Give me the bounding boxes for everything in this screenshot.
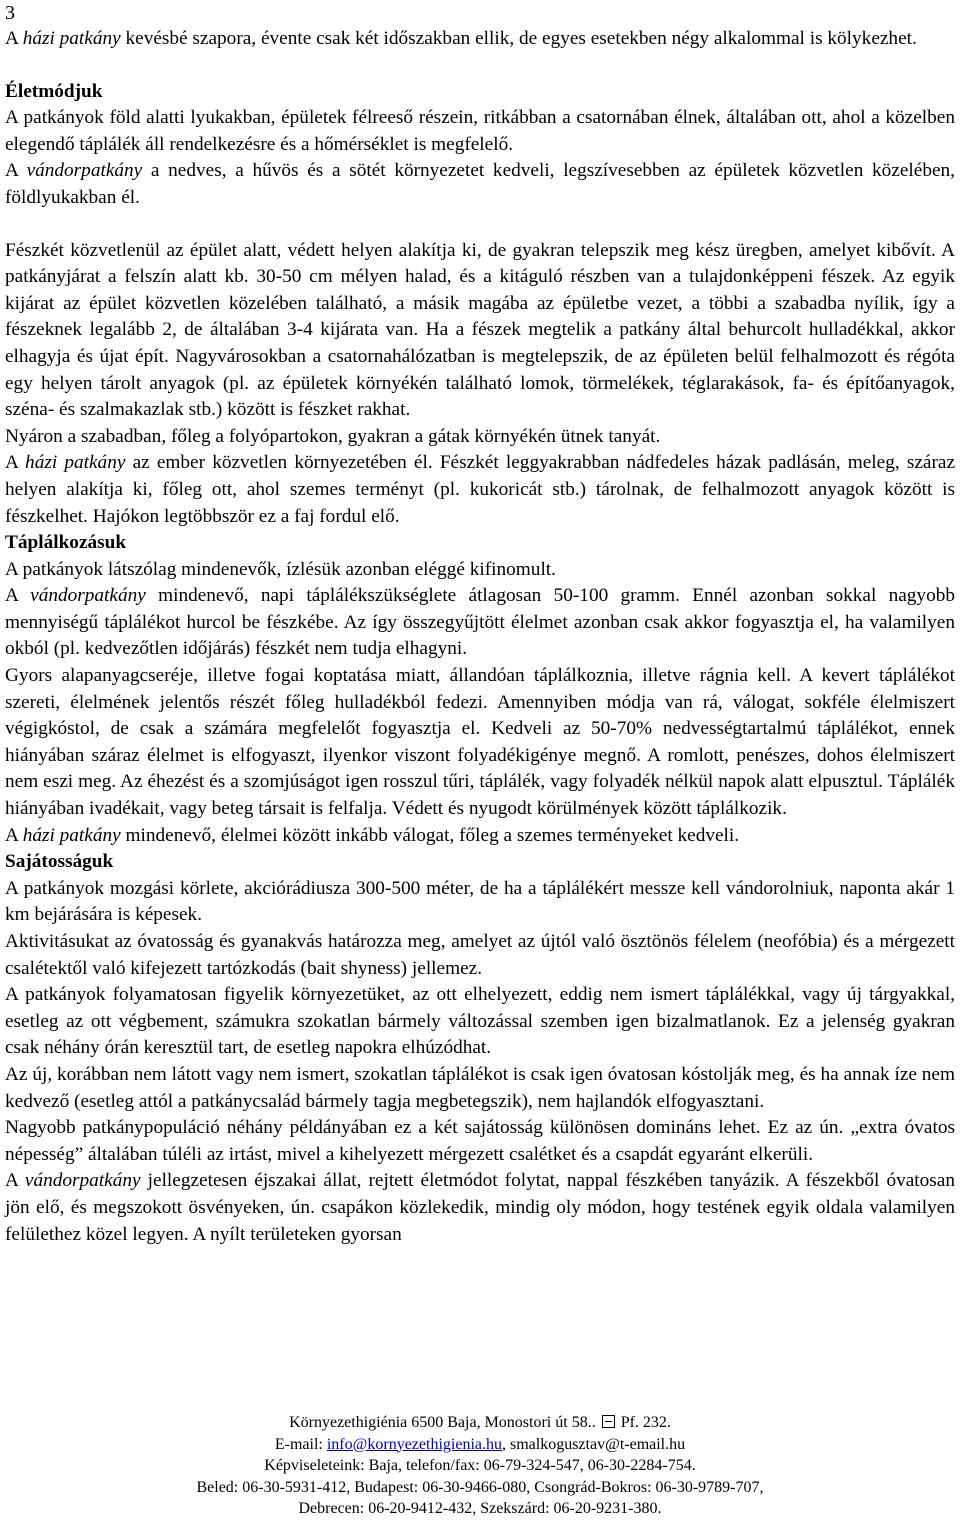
footer-email-secondary: , smalkogusztav@t-email.hu	[501, 1435, 686, 1453]
species-name: házi patkány	[22, 824, 121, 846]
email-link[interactable]: info@kornyezethigienia.hu	[326, 1435, 502, 1453]
text-run: kevésbé szapora, évente csak két időszakban ellik, de egyes esetekben négy alkalommal is kölykezhet.	[120, 28, 917, 49]
text-run: mindenevő, napi táplálékszükséglete átlagosan 50-100 gramm. Ennél azonban sokkal nagyobb mennyiségű táplálékot hurcol be fészkébe. Az így összegyűjtött élelmet azonban csak akkor fogyasztja el, ha valamilyen okból (pl. kedvezőtlen időjárás) fészkét nem tudja elhagyni.	[5, 585, 955, 660]
species-name: vándorpatkány	[30, 585, 146, 607]
species-name: házi patkány	[22, 28, 121, 49]
nest-paragraph-2: Nyáron a szabadban, főleg a folyópartokon, gyakran a gátak környékén ütnek tanyát.	[5, 425, 661, 447]
paragraph-gap	[5, 53, 955, 79]
text-run: A	[5, 452, 26, 474]
traits-paragraph-5: Nagyobb patkánypopuláció néhány példányában ez a két sajátosság különösen domináns lehet. Ez az ún. „extra óvatos népesség” általában túléli az irtást, mivel a kihelyezett mérgezett csalétket és a csapdát egyaránt elkerüli.	[5, 1117, 955, 1165]
footer-address-line	[0, 1412, 960, 1434]
text-run: A	[5, 585, 31, 607]
text-run: mindenevő, élelmei között inkább válogat, főleg a szemes terményeket kedveli.	[120, 824, 740, 846]
document-page	[5, 0, 955, 1248]
text-run: A	[5, 160, 27, 182]
feeding-paragraph-1: A patkányok látszólag mindenevők, ízlésük azonban eléggé kifinomult.	[5, 558, 556, 580]
fax-icon	[602, 1415, 615, 1428]
text-run: A	[5, 28, 23, 49]
text-run: A	[5, 824, 23, 846]
species-name: vándorpatkány	[26, 160, 143, 182]
traits-paragraph-2: Aktivitásukat az óvatosság és gyanakvás határozza meg, amelyet az újtól való ösztönös félelem (neofóbia) és a mérgezett csalétektől való kifejezett tartózkodás (bait shyness) jellemez.	[5, 931, 955, 979]
feeding-paragraph-2	[5, 583, 955, 663]
page-number: 3	[5, 2, 15, 24]
footer-offices-line: Képviseleteink: Baja, telefon/fax: 06-79-324-547, 06-30-2284-754.	[264, 1457, 696, 1474]
paragraph-gap	[5, 212, 955, 238]
footer-pobox: Pf. 232.	[620, 1414, 671, 1431]
nest-paragraph-1: Fészkét közvetlenül az épület alatt, védett helyen alakítja ki, de gyakran telepszik meg kész üregben, amelyet kibővít. A patkányjárat a felszín alatt kb. 30-50 cm mélyen halad, és a kitáguló részben van a tulajdonképpeni fészek. Az egyik kijárat az épület közvetlen közelében található, a másik magába az épületbe vezet, a többi a szabadba nyílik, így a fészeknek legalább 2, de általában 3-4 kijárata van. Ha a fészek megtelik a patkány által behurcolt hulladékkal, akkor elhagyja és újat épít. Nagyvárosokban a csatornahálózatban is megtelepszik, de az épületen belül felhalmozott és régóta egy helyen tárolt anyagok (pl. az épületek környékén található lomok, törmelékek, téglarakások, fa- és építőanyagok, széna- és szalmakazlak stb.) között is fészket rakhat.	[5, 239, 955, 421]
traits-paragraph-3: A patkányok folyamatosan figyelik környezetüket, az ott elhelyezett, eddig nem ismert táplálékkal, vagy új tárgyakkal, esetleg az ott végbement, számukra szokatlan bármely változással szemben igen bizalmatlanok. Ez a jelenség gyakran csak néhány órán keresztül tart, de esetleg napokra elhúzódhat.	[5, 984, 955, 1059]
text-run: jellegzetesen éjszakai állat, rejtett életmódot folytat, nappal fészkében tanyázik. A fészekből óvatosan jön elő, és megszokott ösvényeken, ún. csapákon közlekedik, mindig oly módon, hogy testének egyik oldala valamilyen felülethez közel legyen. A nyílt területeken gyorsan	[5, 1170, 955, 1245]
footer-phones-line-2: Debrecen: 06-20-9412-432, Szekszárd: 06-20-9231-380.	[298, 1500, 662, 1517]
page-footer	[0, 1412, 960, 1520]
footer-email-label: E-mail:	[274, 1435, 327, 1453]
text-run: a nedves, a hűvös és a sötét környezetet kedveli, legszívesebben az épületek közvetlen közelében, földlyukakban él.	[5, 160, 956, 208]
heading-feeding: Táplálkozásuk	[5, 532, 127, 554]
footer-address: Környezethigiénia 6500 Baja, Monostori út 58..	[289, 1414, 596, 1431]
text-run: A	[5, 1170, 25, 1192]
feeding-paragraph-4	[5, 823, 955, 850]
feeding-paragraph-3: Gyors alapanyagcseréje, illetve fogai koptatása miatt, állandóan táplálkoznia, illetve rágnia kell. A kevert táplálékot szereti, élelmének jelentős részét főleg hulladékból fedezi. Amennyiben módja van rá, válogat, sokféle élelmiszert végigkóstol, de csak a számára megfelelőt fogyasztja el. Kedveli az 50-70% nedvességtartalmú táplálékot, ennek hiányában száraz élelmet is elfogyaszt, ilyenkor viszont folyadékigénye megnő. A romlott, penészes, dohos élelmiszert nem eszi meg. Az éhezést és a szomjúságot igen rosszul tűri, táplálék, vagy folyadék nélkül napok alatt elpusztul. Táplálék hiányában ivadékait, vagy beteg társait is felfalja. Védett és nyugodt körülmények között táplálkozik.	[5, 665, 955, 820]
heading-lifestyle: Életmódjuk	[5, 80, 103, 102]
lifestyle-paragraph-2	[5, 158, 955, 211]
heading-traits: Sajátosságuk	[5, 851, 114, 873]
lifestyle-paragraph-1: A patkányok föld alatti lyukakban, épületek félreeső részein, ritkábban a csatornában élnek, általában ott, ahol a közelben elegendő táplálék áll rendelkezésre és a hőmérséklet is megfelelő.	[5, 107, 955, 155]
text-run: az ember közvetlen környezetében él. Fészkét leggyakrabban nádfedeles házak padlásán, meleg, száraz helyen alakítja ki, főleg ott, ahol szemes terményt (pl. kukoricát stb.) tárolnak, de felhalmozott anyagok között is fészkelhet. Hajókon legtöbbször ez a faj fordul elő.	[5, 452, 956, 527]
intro-paragraph	[5, 26, 955, 53]
species-name: házi patkány	[25, 452, 126, 474]
traits-paragraph-6	[5, 1168, 955, 1248]
footer-phones-line-1: Beled: 06-30-5931-412, Budapest: 06-30-9466-080, Csongrád-Bokros: 06-30-9789-707,	[196, 1478, 764, 1496]
footer-email-line	[0, 1434, 960, 1456]
species-name: vándorpatkány	[24, 1170, 141, 1192]
nest-paragraph-3	[5, 450, 955, 530]
traits-paragraph-1: A patkányok mozgási körlete, akciórádiusza 300-500 méter, de ha a táplálékért messze kell vándorolniuk, naponta akár 1 km bejárására is képesek.	[5, 877, 955, 926]
traits-paragraph-4: Az új, korábban nem látott vagy nem ismert, szokatlan táplálékot is csak igen óvatosan kóstolják meg, és ha annak íze nem kedvező (esetleg attól a patkánycsalád bármely tagja megbetegszik), nem hajlandók elfogyasztani.	[5, 1063, 955, 1112]
